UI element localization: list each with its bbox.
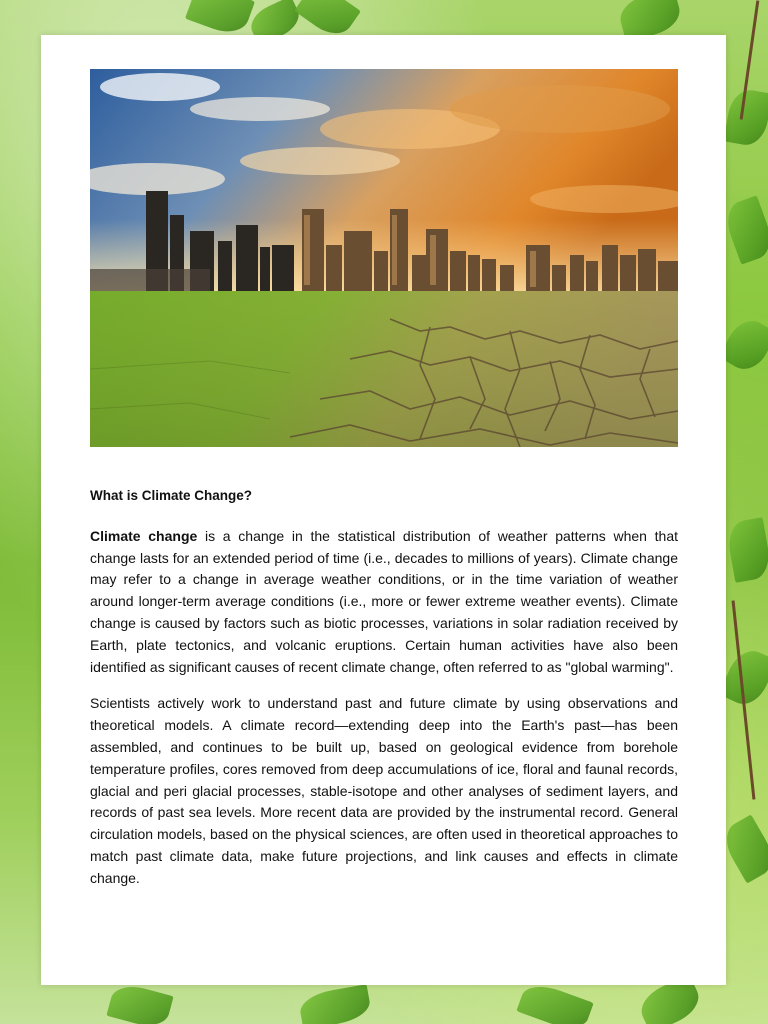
leaf-icon (725, 517, 768, 583)
leaf-icon (298, 984, 373, 1024)
leaf-icon (185, 0, 255, 39)
document-page (41, 35, 726, 985)
article-body (90, 485, 678, 905)
paragraph-definition-text: is a change in the statistical distribution of weather patterns when that change lasts for an extended period of time (i.e., decades to millions of years). Climate change may refer to a change in average weather conditions, or in the time variation of weather around longer-term average conditions (i.e., more or fewer extreme weather events). Climate change is caused by factors such as biotic processes, variations in solar radiation received by Earth, plate tectonics, and volcanic eruptions. Certain human activities have also been identified as significant causes of recent climate change, often referred to as "global warming". (90, 527, 679, 675)
leaf-icon (106, 981, 173, 1024)
article-heading: What is Climate Change? (90, 488, 253, 503)
leaf-icon (721, 195, 768, 264)
term-climate-change: Climate change (90, 527, 198, 544)
leaf-icon (516, 979, 593, 1024)
paragraph-definition (90, 526, 678, 679)
climate-city-drought-image (90, 69, 678, 447)
paragraph-research: Scientists actively work to understand past and future climate by using observations and theoretical models. A climate record—extending deep into the Earth's past—has been assembled, and continues to be built up, based on geological evidence from borehole temperature profiles, cores removed from deep accumulations of ice, floral and faunal records, glacial and peri glacial processes, stable-isotope and other analyses of sediment layers, and records of past sea levels. More recent data are provided by the instrumental record. General circulation models, based on the physical sciences, are often used in theoretical approaches to match past climate data, make future projections, and link causes and effects in climate change. (90, 695, 678, 886)
